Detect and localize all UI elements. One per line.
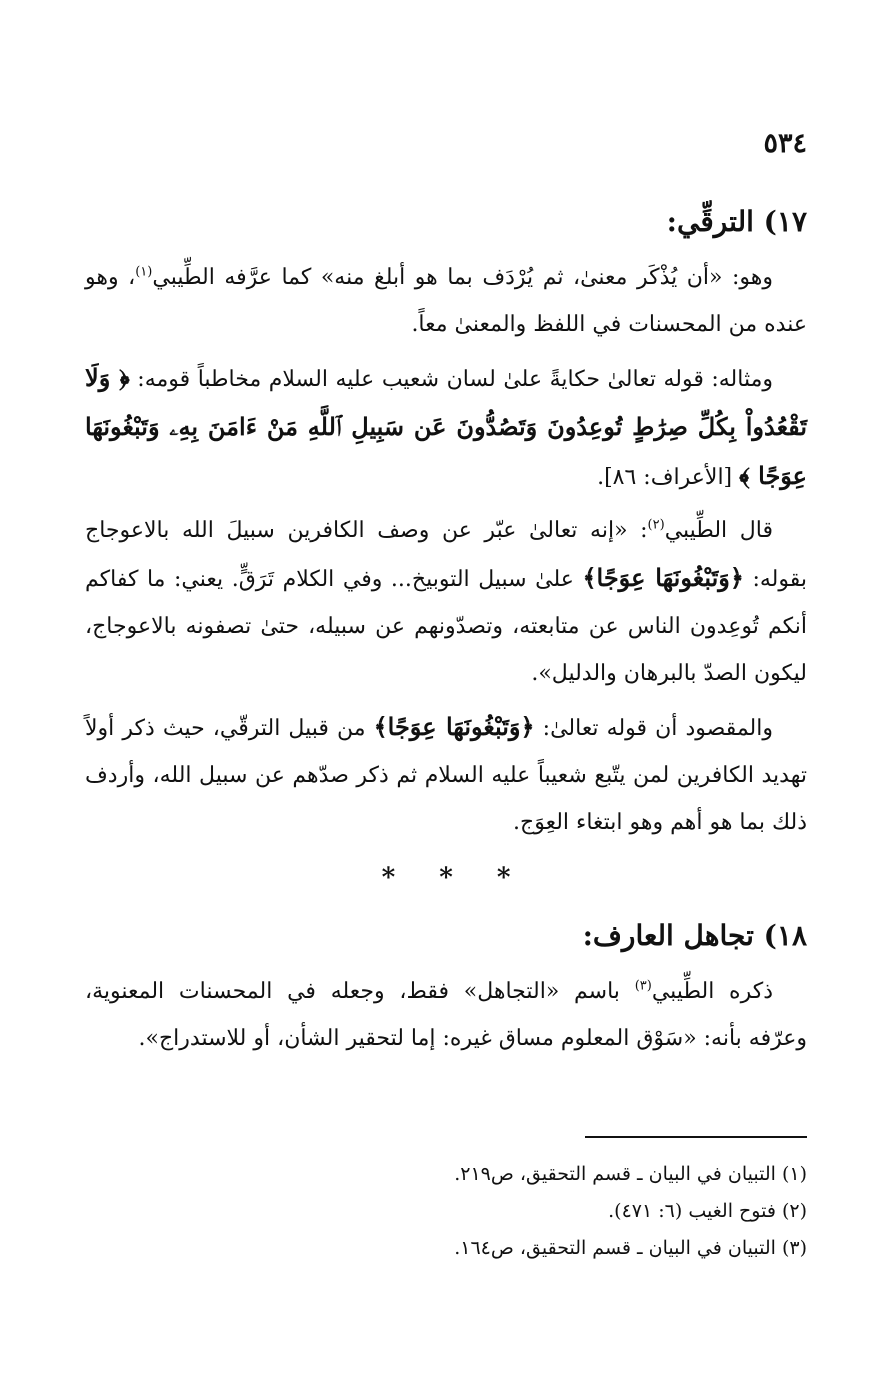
paragraph-text: قال الطِّيبي [664,518,773,543]
paragraph-text: من قبيل الترقّي، حيث ذكر أولاً تهديد الكافرين لمن يتّبع شعيباً عليه السلام ثم ذكر صدّهم عن سبيل الله، وأردف ذلك بما هو أهم وهو ابتغاء العِوَج. [85,716,807,835]
page-number: ٥٣٤ [763,128,807,159]
paragraph-text: : «إنه تعالىٰ عبّر عن وصف الكافرين سبيلَ الله بالاعوجاج بقوله: [85,518,808,592]
quran-verse: ﴿وَتَبْغُونَهَا عِوَجًا﴾ [582,563,744,592]
example-paragraph [85,354,807,501]
quote-paragraph [85,507,807,697]
paragraph-text: ذكره الطِّيبي [651,979,773,1004]
footnote-item: (٢) فتوح الغيب (٦: ٤٧١). [608,1200,807,1222]
main-text [85,196,807,1068]
separator-star: * [496,863,511,893]
footnotes [85,1156,807,1267]
paragraph-text: باسم «التجاهل» فقط، وجعله في المحسنات المعنوية، وعرّفه بأنه: «سَوْق المعلوم مساق غيره: إما لتحقير الشأن، أو للاستدراج». [85,979,807,1051]
section-separator [85,858,807,898]
paragraph-text: علىٰ سبيل التوبيخ... وفي الكلام تَرَقٍّ. يعني: ما كفاكم أنكم تُوعِدون الناس عن متابعته، وتصدّونهم عن سبيله، حتىٰ تصفونه بالاعوجاج، ليكون الصدّ بالبرهان والدليل». [85,567,807,686]
verse-reference: [الأعراف: ٨٦]. [597,465,740,490]
conclusion-paragraph [85,703,807,846]
definition-paragraph [85,254,807,348]
paragraph-text: ، وهو عنده من المحسنات في اللفظ والمعنىٰ معاً. [85,265,807,337]
separator-star: * [439,863,453,893]
footnote-divider [585,1136,807,1138]
paragraph-text: والمقصود أن قوله تعالىٰ: [534,716,773,741]
footnote-ref[interactable]: (٢) [647,517,665,533]
paragraph-text: وهو: «أن يُذْكَر معنىٰ، ثم يُرْدَف بما هو أبلغ منه» كما عرَّفه الطِّيبي [152,265,774,290]
section-heading-tajahul: ١٨) تجاهل العارف: [582,919,807,952]
quran-verse: ﴿ وَلَا تَقْعُدُواْ بِكُلِّ صِرَٰطٍ تُوعِدُونَ وَتَصُدُّونَ عَن سَبِيلِ ٱللَّهِ مَنْ ءَامَنَ بِهِۦ وَتَبْغُونَهَا عِوَجًا ﴾ [85,363,807,490]
paragraph-text: ومثاله: قوله تعالىٰ حكايةً علىٰ لسان شعيب عليه السلام مخاطباً قومه: [129,367,774,392]
section-heading-taraqqi: ١٧) الترقِّي: [666,205,807,238]
footnote-ref[interactable]: (٣) [634,978,652,994]
definition-paragraph [85,968,807,1062]
footnote-item: (١) التبيان في البيان ـ قسم التحقيق، ص٢١٩. [454,1163,807,1185]
quran-verse: ﴿وَتَبْغُونَهَا عِوَجًا﴾ [373,712,535,741]
separator-star: * [381,863,396,893]
footnote-item: (٣) التبيان في البيان ـ قسم التحقيق، ص١٦٤. [454,1237,807,1259]
footnote-ref[interactable]: (١) [135,264,153,280]
